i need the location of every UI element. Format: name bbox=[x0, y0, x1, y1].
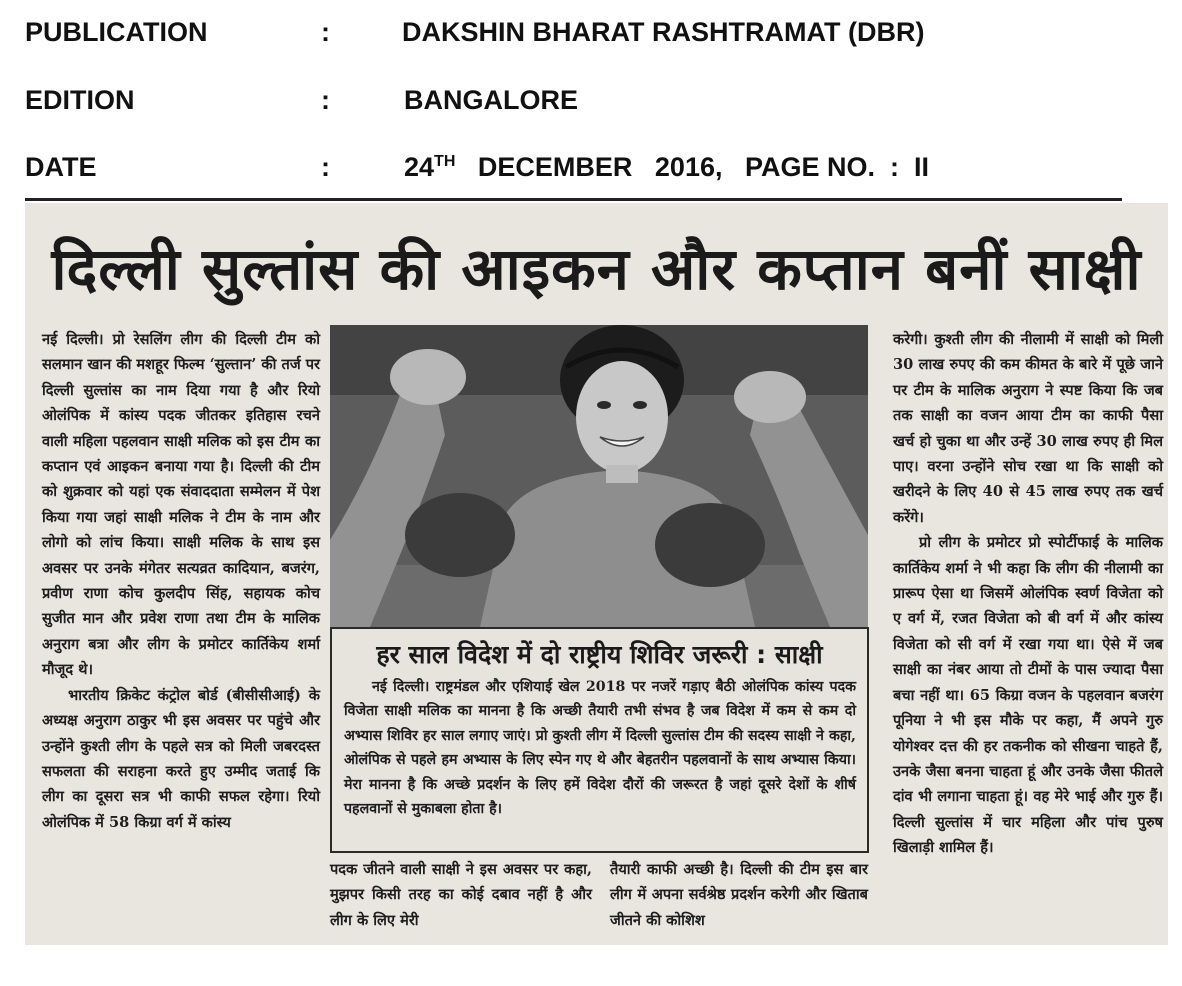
date-rest: DECEMBER 2016, PAGE NO. : II bbox=[477, 152, 929, 182]
sidebar-story-title: हर साल विदेश में दो राष्ट्रीय शिविर जरूरी : साक्षी bbox=[376, 640, 823, 669]
article-left-column bbox=[42, 327, 320, 835]
publication-value: DAKSHIN BHARAT RASHTRAMAT (DBR) bbox=[402, 17, 925, 47]
date-day-suffix: TH bbox=[434, 153, 456, 170]
article-right-column bbox=[893, 327, 1163, 861]
article-bottom-column-1 bbox=[330, 857, 592, 933]
left-paragraph-1 bbox=[42, 327, 320, 683]
date-colon: : bbox=[321, 152, 330, 182]
date-day: 24 bbox=[404, 152, 435, 182]
right-paragraph-2: प्रो लीग के प्रमोटर प्रो स्पोर्टीफाई के मालिक कार्तिकेय शर्मा ने भी कहा कि लीग की नीलामी का प्रारूप ऐसा था जिसमें ओलंपिक स्वर्ण विजेता को ए वर्ग में, रजत विजेता को बी वर्ग में और कांस्य विजेता को सी वर्ग में रखा गया था। ऐसे में जब साक्षी का नंबर आया तो टीमों के पास ज्यादा पैसा बचा नहीं था। 65 किग्रा वजन के पहलवान बजरंग पूनिया ने भी इस मौके पर कहा, मैं अपने गुरु योगेश्वर दत्त की हर तकनीक को सीखना चाहते हैं, उनके जैसा बनना चाहता हूं और उनके जैसा फीतले दांव भी लगाना चाहता हूं। वह मेरे भाई और गुरु हैं। दिल्ली सुल्तांस में चार महिला और पांच पुरुष खिलाड़ी शामिल हैं। bbox=[893, 534, 1163, 857]
publication-label: PUBLICATION bbox=[25, 17, 208, 47]
publication-colon: : bbox=[321, 17, 330, 47]
edition-label: EDITION bbox=[25, 85, 135, 115]
newspaper-clipping bbox=[25, 203, 1168, 945]
sidebar-story-body bbox=[344, 675, 856, 821]
edition-value: BANGALORE bbox=[404, 85, 578, 115]
dateline: नई दिल्ली। bbox=[42, 331, 104, 348]
wrestler-photo bbox=[330, 325, 868, 627]
header-divider bbox=[25, 198, 1122, 201]
edition-colon: : bbox=[321, 85, 330, 115]
bottom-column-2-text: तैयारी काफी अच्छी है। दिल्ली की टीम इस बार लीग में अपना सर्वश्रेष्ठ प्रदर्शन करेगी और खिताब जीतने की कोशिश bbox=[610, 861, 868, 929]
left-paragraph-1-text: प्रो रेसलिंग लीग की दिल्ली टीम को सलमान खान की मशहूर फिल्म ‘सुल्तान’ की तर्ज पर दिल्ली सुल्तांस का नाम दिया गया है और रियो ओलंपिक में कांस्य पदक जीतकर इतिहास रचने वाली महिला पहलवान साक्षी मलिक को इस टीम का कप्तान एवं आइकन बनाया गया है। दिल्ली की टीम को शुक्रवार को यहां एक संवाददाता सम्मेलन में पेश किया गया जहां साक्षी मलिक ने टीम के नाम और लोगो को लांच किया। साक्षी मलिक के साथ इस अवसर पर उनके मंगेतर सत्यव्रत कादियान, बजरंग, प्रवीण राणा कोच कुलदीप सिंह, सहायक कोच सुजीत मान और प्रवेश राणा तथा टीम के मालिक अनुराग बत्रा और लीग के प्रमोटर कार्तिकेय शर्मा मौजूद थे। bbox=[42, 331, 320, 679]
sidebar-story-box bbox=[330, 627, 869, 853]
sidebar-story-text: राष्ट्रमंडल और एशियाई खेल 2018 पर नजरें गड़ाए बैठी ओलंपिक कांस्य पदक विजेता साक्षी मलिक का मानना है कि अच्छी तैयारी तभी संभव है जब विदेश में कम से कम दो अभ्यास शिविर हर साल लगाए जाएं। प्रो कुश्ती लीग में दिल्ली सुल्तांस टीम की सदस्य साक्षी ने कहा, ओलंपिक से पहले हम अभ्यास के लिए स्पेन गए थे और बेहतरीन पहलवानों के साथ अभ्यास किया। मेरा मानना है कि अच्छे प्रदर्शन के लिए हमें विदेश दौरों की जरूरत है जहां दूसरे देशों के शीर्ष पहलवानों से मुकाबला होता है। bbox=[344, 679, 857, 818]
article-bottom-column-2 bbox=[610, 857, 868, 933]
left-paragraph-2: भारतीय क्रिकेट कंट्रोल बोर्ड (बीसीसीआई) के अध्यक्ष अनुराग ठाकुर भी इस अवसर पर पहुंचे और उन्होंने कुश्ती लीग के पहले सत्र को मिली जबरदस्त सफलता की सराहना करते हुए उम्मीद जताई कि लीग का दूसरा सत्र भी काफी सफल रहेगा। रियो ओलंपिक में 58 किग्रा वर्ग में कांस्य bbox=[42, 686, 320, 831]
sidebar-dateline: नई दिल्ली। bbox=[372, 679, 430, 695]
bottom-column-1-text: पदक जीतने वाली साक्षी ने इस अवसर पर कहा, मुझपर किसी तरह का कोई दबाव नहीं है और लीग के लिए मेरी bbox=[330, 861, 592, 929]
sidebar-story-paragraph bbox=[344, 675, 856, 821]
date-value bbox=[404, 152, 929, 183]
right-paragraph-1: करेगी। कुश्ती लीग की नीलामी में साक्षी को मिली 30 लाख रुपए की कम कीमत के बारे में पूछे जाने पर टीम के मालिक अनुराग ने स्पष्ट किया कि जब तक साक्षी का वजन आया टीम का काफी पैसा खर्च हो चुका था और उन्हें 30 लाख रुपए ही मिल पाए। वरना उन्होंने सोच रखा था कि साक्षी को खरीदने के लिए 40 से 45 लाख रुपए तक खर्च करेंगे। bbox=[893, 331, 1163, 526]
article-headline: दिल्ली सुल्तांस की आइकन और कप्तान बनीं साक्षी bbox=[51, 235, 1142, 303]
date-label: DATE bbox=[25, 152, 97, 182]
wrestler-photo-illustration bbox=[330, 325, 868, 627]
